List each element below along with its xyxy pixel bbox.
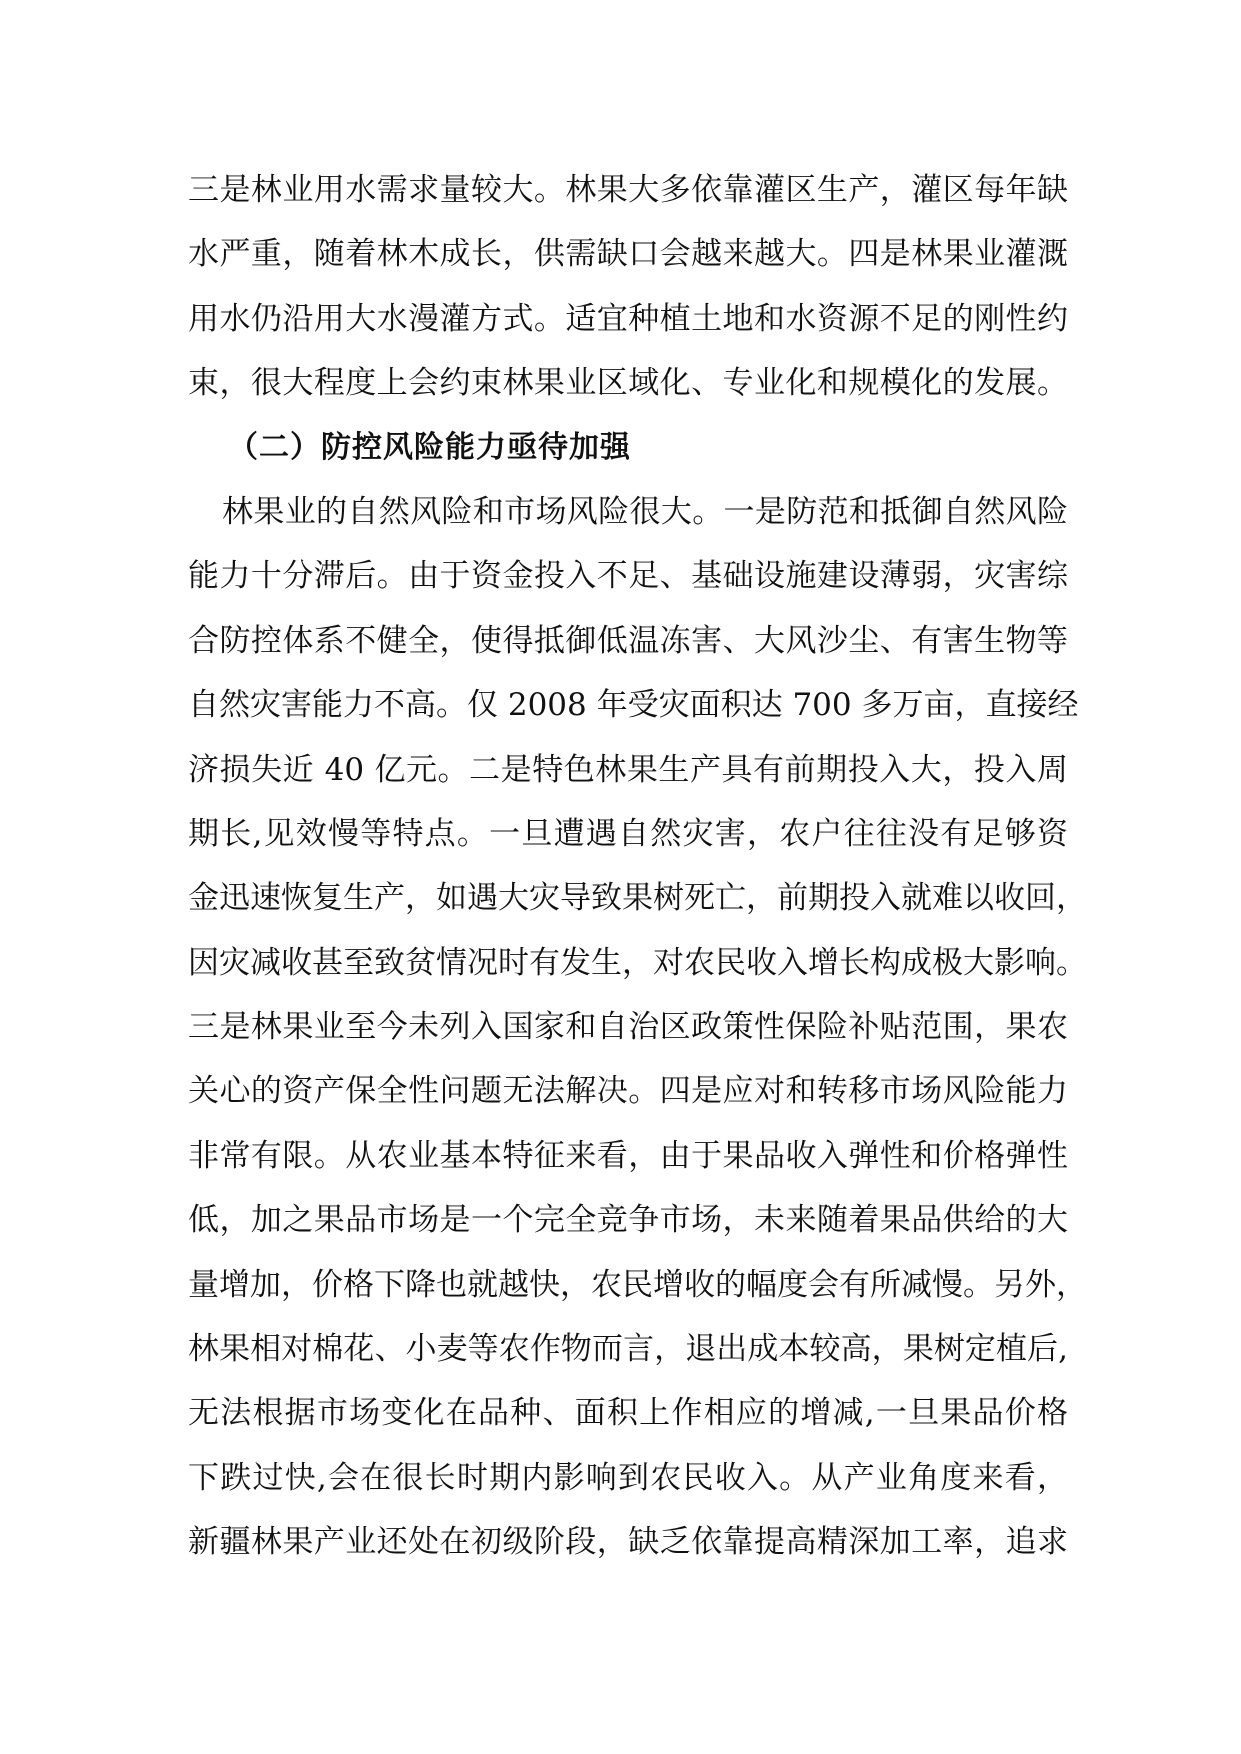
text-line: 合防控体系不健全，使得抵御低温冻害、大风沙尘、有害生物等 [188,622,1068,659]
text-line: 量增加，价格下降也就越快，农民增收的幅度会有所减慢。另外， [188,1266,1087,1303]
text-line: 林果相对棉花、小麦等农作物而言，退出成本较高，果树定植后, [188,1331,1068,1368]
text-line: 束，很大程度上会约束林果业区域化、专业化和规模化的发展。 [188,365,1068,402]
text-line: 自然灾害能力不高。仅 2008 年受灾面积达 700 多万亩，直接经 [188,687,1079,724]
text-line: 三是林业用水需求量较大。林果大多依靠灌区生产，灌区每年缺 [188,172,1068,208]
text-line: 下跌过快,会在很长时期内影响到农民收入。从产业角度来看， [188,1459,1068,1496]
text-line: 能力十分滞后。由于资金投入不足、基础设施建设薄弱，灾害综 [188,558,1068,595]
text-line: 非常有限。从农业基本特征来看，由于果品收入弹性和价格弹性 [188,1137,1068,1174]
text-line: 金迅速恢复生产，如遇大灾导致果树死亡，前期投入就难以收回， [188,880,1087,917]
text-line: 三是林果业至今未列入国家和自治区政策性保险补贴范围，果农 [188,1009,1068,1046]
text-line: 期长,见效慢等特点。一旦遭遇自然灾害，农户往往没有足够资 [188,815,1068,852]
text-line: 用水仍沿用大水漫灌方式。适宜种植土地和水资源不足的刚性约 [188,300,1068,337]
text-line: 低，加之果品市场是一个完全竞争市场，未来随着果品供给的大 [188,1202,1068,1239]
paragraph-water-demand [188,158,1068,416]
section-heading: （二）防控风险能力亟待加强 [228,429,631,465]
text-line: 新疆林果产业还处在初级阶段，缺乏依靠提高精深加工率，追求 [188,1524,1068,1561]
paragraph-risk-control [188,480,1087,1575]
text-line: 无法根据市场变化在品种、面积上作相应的增减,一旦果品价格 [188,1395,1068,1432]
text-line: 关心的资产保全性问题无法解决。四是应对和转移市场风险能力 [188,1073,1068,1110]
document-body [188,158,1087,1575]
text-line: 因灾减收甚至致贫情况时有发生，对农民收入增长构成极大影响。 [188,944,1087,981]
text-line: 水严重，随着林木成长，供需缺口会越来越大。四是林果业灌溉 [188,236,1068,273]
text-line: 济损失近 40 亿元。二是特色林果生产具有前期投入大，投入周 [188,751,1068,788]
text-line: 林果业的自然风险和市场风险很大。一是防范和抵御自然风险 [222,493,1068,530]
